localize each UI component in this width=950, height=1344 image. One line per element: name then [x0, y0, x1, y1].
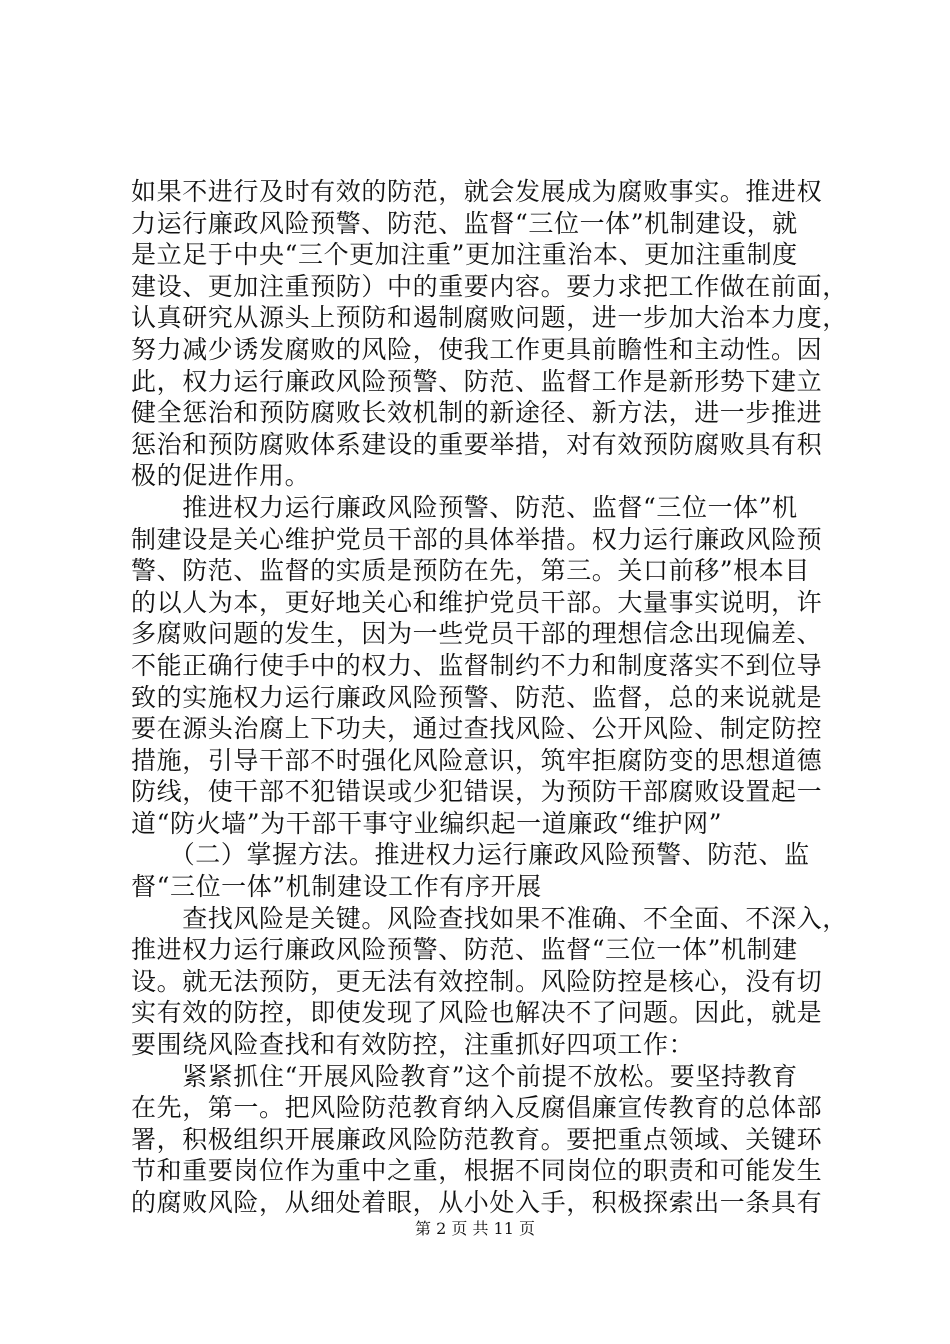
text-line: 不能正确行使手中的权力、监督制约不力和制度落实不到位导: [131, 650, 823, 680]
text-line: 推进权力运行廉政风险预警、防范、监督“三位一体”机: [131, 492, 798, 522]
text-line: 措施，引导干部不时强化风险意识，筑牢拒腐防变的思想道德: [131, 745, 823, 775]
text-line: 多腐败问题的发生，因为一些党员干部的理想信念出现偏差、: [131, 619, 823, 649]
text-line: 此，权力运行廉政风险预警、防范、监督工作是新形势下建立: [131, 366, 823, 396]
text-line: 道“防火墙”为干部干事守业编织起一道廉政“维护网”: [131, 808, 723, 838]
text-line: 认真研究从源头上预防和遏制腐败问题，进一步加大治本力度，: [131, 303, 848, 333]
text-line: 健全惩治和预防腐败长效机制的新途径、新方法，进一步推进: [131, 398, 823, 428]
text-line: 建设、更加注重预防）中的重要内容。要力求把工作做在前面，: [131, 271, 848, 301]
text-line: 署，积极组织开展廉政风险防范教育。要把重点领域、关键环: [131, 1124, 823, 1154]
text-line: 极的促进作用。: [131, 461, 311, 491]
page-number-footer: 第 2 页 共 11 页: [415, 1219, 535, 1238]
text-line: 要围绕风险查找和有效防控，注重抓好四项工作：: [131, 1030, 695, 1060]
text-line: 是立足于中央“三个更加注重”更加注重治本、更加注重制度: [131, 240, 798, 270]
text-line: 督“三位一体”机制建设工作有序开展: [131, 872, 542, 902]
text-line: 如果不进行及时有效的防范，就会发展成为腐败事实。推进权: [131, 177, 823, 206]
text-line: 在先，第一。把风险防范教育纳入反腐倡廉宣传教育的总体部: [131, 1093, 823, 1123]
text-line: 推进权力运行廉政风险预警、防范、监督“三位一体”机制建: [131, 935, 798, 965]
text-line: 防线，使干部不犯错误或少犯错误，为预防干部腐败设置起一: [131, 777, 823, 807]
text-line: 实有效的防控，即使发现了风险也解决不了问题。因此，就是: [131, 998, 823, 1028]
text-line: 节和重要岗位作为重中之重，根据不同岗位的职责和可能发生: [131, 1156, 823, 1186]
text-line: 力运行廉政风险预警、防范、监督“三位一体”机制建设，就: [131, 208, 798, 238]
text-line: 警、防范、监督的实质是预防在先，第三。关口前移”根本目: [131, 556, 810, 586]
text-line: 的腐败风险，从细处着眼，从小处入手，积极探索出一条具有: [131, 1188, 823, 1217]
text-line: 紧紧抓住“开展风险教育”这个前提不放松。要坚持教育: [131, 1061, 798, 1091]
body-text: [131, 176, 848, 1219]
text-line: 惩治和预防腐败体系建设的重要举措，对有效预防腐败具有积: [131, 429, 823, 459]
text-line: 致的实施权力运行廉政风险预警、防范、监督，总的来说就是: [131, 682, 823, 712]
text-line: 设。就无法预防，更无法有效控制。风险防控是核心，没有切: [131, 966, 823, 996]
text-line: 努力减少诱发腐败的风险，使我工作更具前瞻性和主动性。因: [131, 334, 823, 364]
text-line: 要在源头治腐上下功夫，通过查找风险、公开风险、制定防控: [131, 714, 823, 744]
text-line: 的以人为本，更好地关心和维护党员干部。大量事实说明，许: [131, 587, 823, 617]
text-line: 制建设是关心维护党员干部的具体举措。权力运行廉政风险预: [131, 524, 823, 554]
text-line: （二）掌握方法。推进权力运行廉政风险预警、防范、监: [131, 840, 810, 870]
text-line: 查找风险是关键。风险查找如果不准确、不全面、不深入，: [131, 903, 848, 933]
